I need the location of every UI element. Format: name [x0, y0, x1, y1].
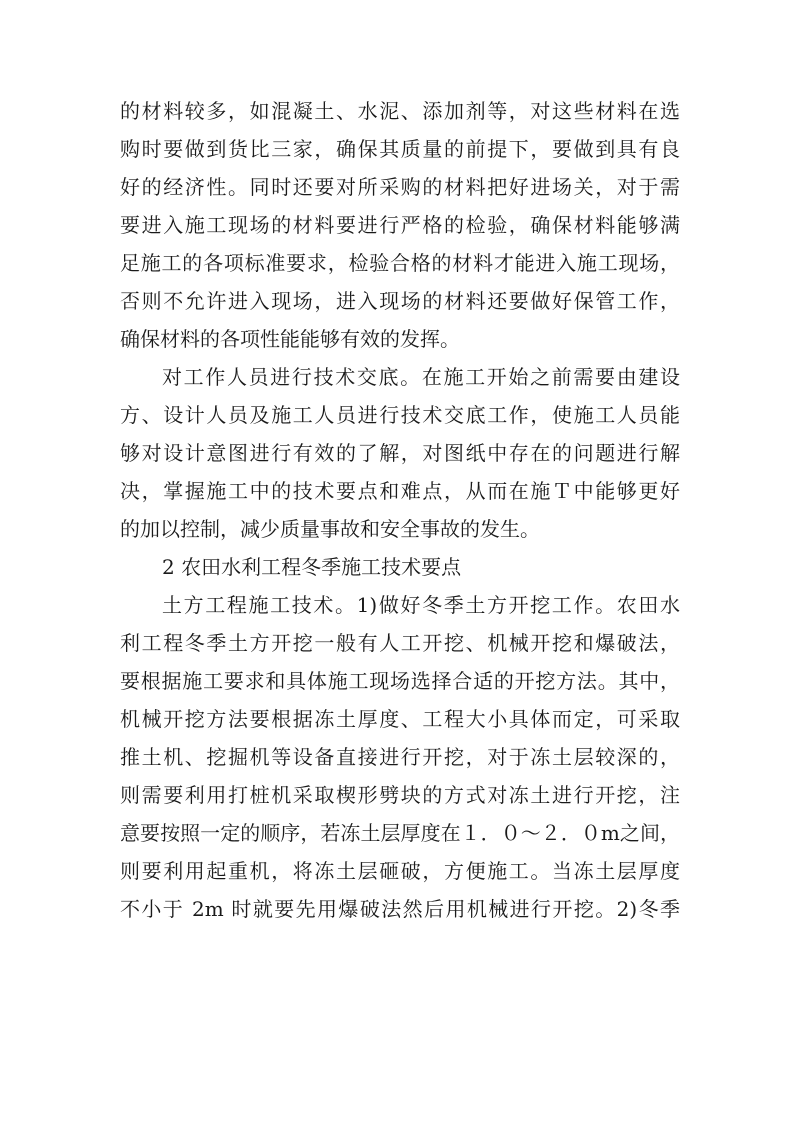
text-line: 不小于 2m 时就要先用爆破法然后用机械进行开挖。2)冬季: [120, 897, 680, 921]
text-line: 购时要做到货比三家，确保其质量的前提下，要做到具有良: [120, 137, 680, 161]
text-line: 则要利用起重机，将冻土层砸破，方便施工。当冻土层厚度: [120, 859, 680, 883]
text-line: 否则不允许进入现场，进入现场的材料还要做好保管工作，: [120, 289, 680, 313]
text-line: 意要按照一定的顺序，若冻土层厚度在１．０～２．０m之间，: [120, 821, 680, 845]
text-line: 的材料较多，如混凝土、水泥、添加剂等，对这些材料在选: [120, 99, 680, 123]
text-line: 方、设计人员及施工人员进行技术交底工作，使施工人员能: [120, 403, 680, 427]
section-heading: 2 农田水利工程冬季施工技术要点: [162, 555, 462, 579]
body-text: [120, 92, 680, 928]
text-line: 够对设计意图进行有效的了解，对图纸中存在的问题进行解: [120, 441, 680, 465]
text-line: 好的经济性。同时还要对所采购的材料把好进场关，对于需: [120, 175, 680, 199]
text-line: 要根据施工要求和具体施工现场选择合适的开挖方法。其中，: [120, 669, 680, 693]
text-line: 足施工的各项标准要求，检验合格的材料才能进入施工现场，: [120, 251, 680, 275]
text-line: 的加以控制，减少质量事故和安全事故的发生。: [120, 517, 540, 541]
text-line: 要进入施工现场的材料要进行严格的检验，确保材料能够满: [120, 213, 680, 237]
text-line: 决，掌握施工中的技术要点和难点，从而在施Ｔ中能够更好: [120, 479, 680, 503]
text-line: 推土机、挖掘机等设备直接进行开挖，对于冻土层较深的，: [120, 745, 680, 769]
text-line: 确保材料的各项性能能够有效的发挥。: [120, 327, 460, 351]
text-line: 则需要利用打桩机采取楔形劈块的方式对冻土进行开挖，注: [120, 783, 680, 807]
text-line: 机械开挖方法要根据冻土厚度、工程大小具体而定，可采取: [120, 707, 680, 731]
paragraph-start-line: 土方工程施工技术。1)做好冬季土方开挖工作。农田水: [162, 593, 680, 617]
paragraph-start-line: 对工作人员进行技术交底。在施工开始之前需要由建设: [162, 365, 680, 389]
text-line: 利工程冬季土方开挖一般有人工开挖、机械开挖和爆破法，: [120, 631, 680, 655]
